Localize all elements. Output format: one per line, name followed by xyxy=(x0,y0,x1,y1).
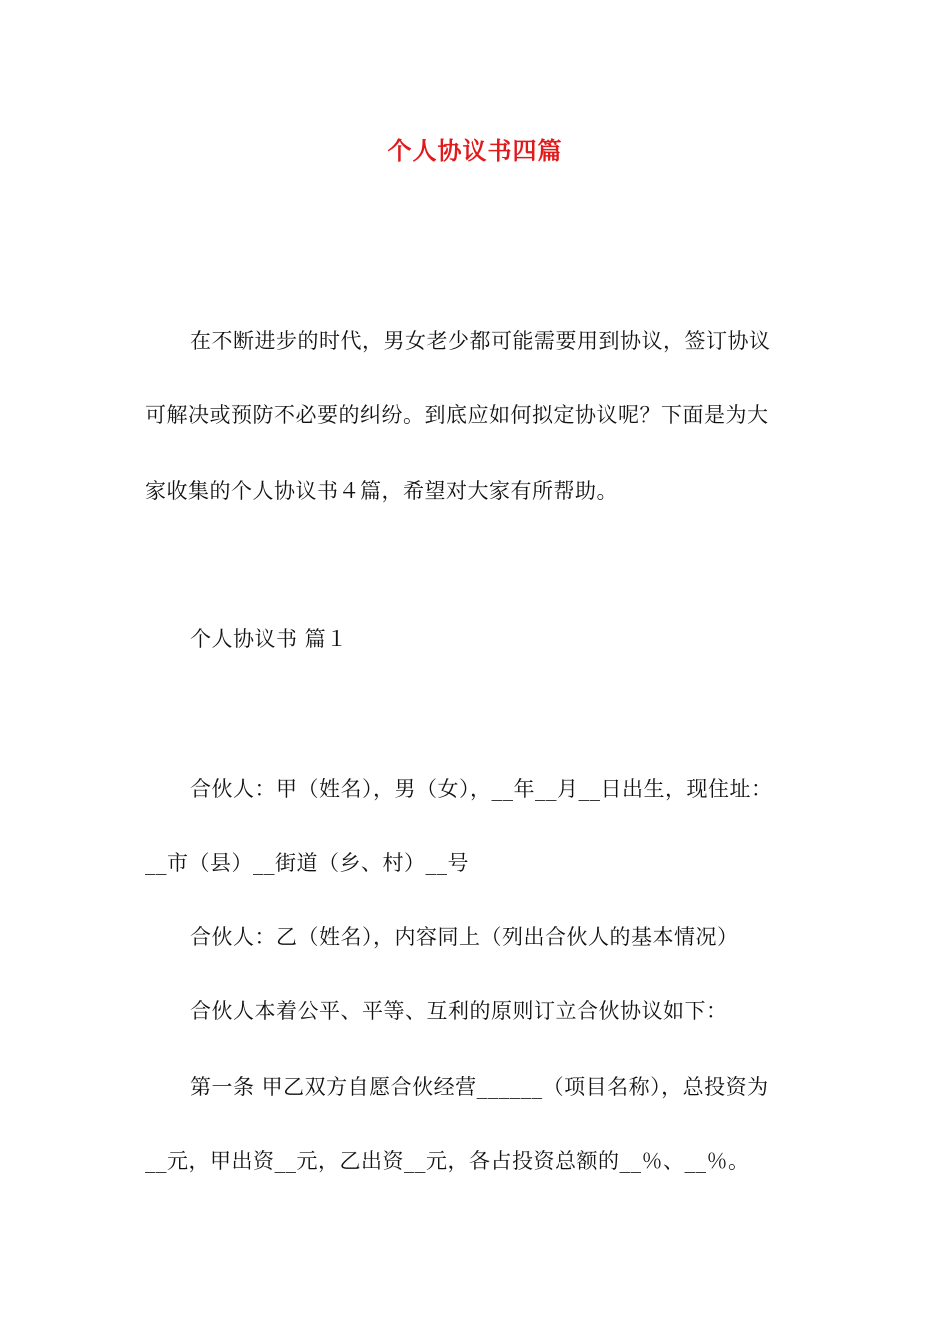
partner-b-line: 合伙人：乙（姓名），内容同上（列出合伙人的基本情况） xyxy=(190,925,739,949)
section-heading: 个人协议书 篇１ xyxy=(190,627,348,651)
article-one-line-2: __元，甲出资__元，乙出资__元，各占投资总额的__％、__％。 xyxy=(145,1149,750,1173)
intro-paragraph-line-3: 家收集的个人协议书４篇，希望对大家有所帮助。 xyxy=(145,479,618,503)
partner-a-line: 合伙人：甲（姓名），男（女），__年__月__日出生，现住址： xyxy=(190,777,773,801)
intro-paragraph-line-1: 在不断进步的时代，男女老少都可能需要用到协议，签订协议 xyxy=(190,329,771,353)
agreement-preamble-line: 合伙人本着公平、平等、互利的原则订立合伙协议如下： xyxy=(190,999,728,1023)
partner-a-address-line: __市（县）__街道（乡、村）__号 xyxy=(145,851,469,875)
intro-paragraph-line-2: 可解决或预防不必要的纠纷。到底应如何拟定协议呢？下面是为大 xyxy=(145,403,769,427)
document-title: 个人协议书四篇 xyxy=(387,136,563,165)
article-one-line-1: 第一条 甲乙双方自愿合伙经营______（项目名称），总投资为 xyxy=(190,1075,769,1099)
